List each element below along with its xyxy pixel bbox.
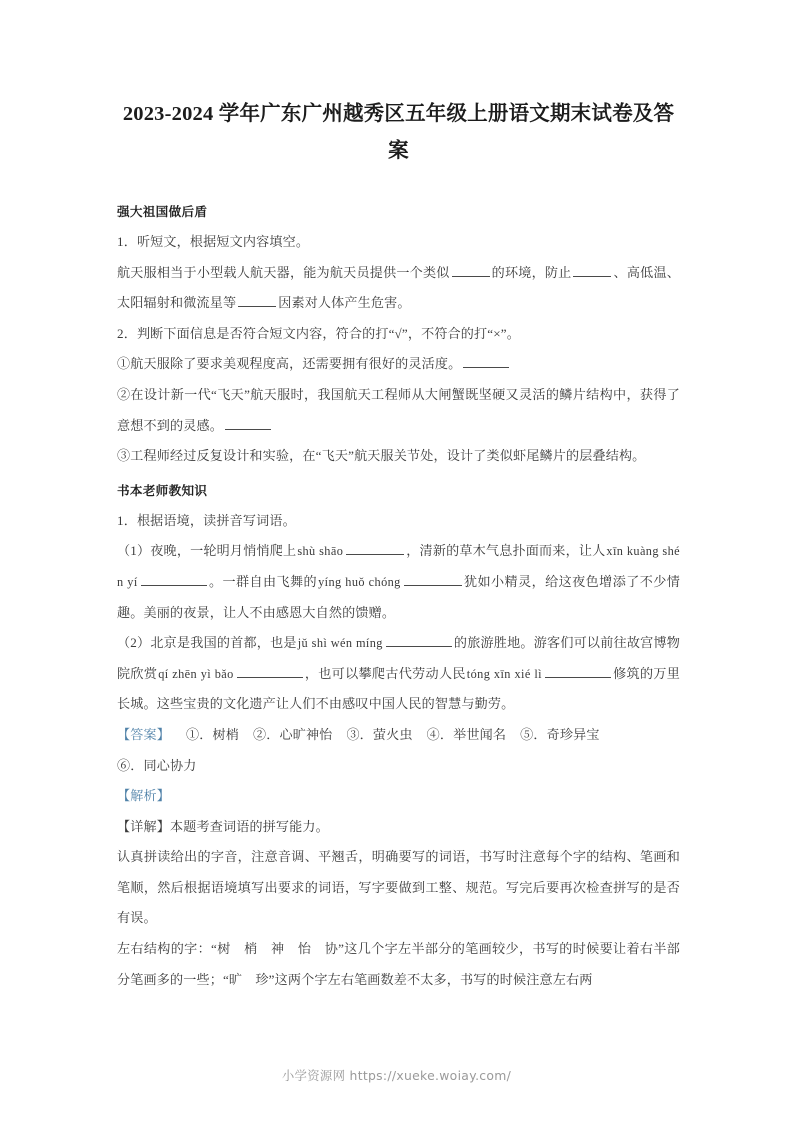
fill-blank-2[interactable] xyxy=(573,263,611,276)
question-1-1-passage xyxy=(117,258,680,319)
sub2-seg2: 的旅游胜地。游客们可以前往故宫博物院欣赏 xyxy=(117,635,681,681)
fill-blank-1[interactable] xyxy=(452,263,490,276)
footer-watermark: 小学资源网 https://xueke.woiay.com/ xyxy=(281,1068,512,1083)
analysis-label: 【解析】 xyxy=(117,788,170,804)
detail-row xyxy=(117,812,680,843)
sub1-seg3: 。一群自由飞舞的 xyxy=(208,573,318,589)
passage-seg-a: 航天服相当于小型载人航天器，能为航天员提供一个类似 xyxy=(117,264,450,280)
item-1-text: ①航天服除了要求美观程度高，还需要拥有很好的灵活度。 xyxy=(117,356,462,372)
pinyin-shu-shao: shù shāo xyxy=(297,544,344,559)
pinyin-xin-kuang-shen-yi: xīn kuàng shén yí xyxy=(117,544,680,589)
question-1-2-item-1 xyxy=(117,349,680,380)
section-heading-1: 强大祖国做后盾 xyxy=(117,205,208,219)
section-heading-2: 书本老师教知识 xyxy=(117,483,208,498)
detail-label: 【详解】 xyxy=(117,818,170,834)
word-blank-1[interactable] xyxy=(346,542,404,555)
judge-blank-1[interactable] xyxy=(463,355,509,368)
item-2-text: ②在设计新一代“飞天”航天服时，我国航天工程师从大闸蟹既坚硬又灵活的鳞片结构中，获得了意想不到的灵感。 xyxy=(117,386,680,433)
answer-item-1: ①．树梢 xyxy=(185,726,239,742)
word-blank-4[interactable] xyxy=(386,634,452,647)
answer-item-3: ③．萤火虫 xyxy=(346,726,413,742)
passage-seg-d: 因素对人体产生危害。 xyxy=(278,295,411,311)
answer-item-5: ⑤．奇珍异宝 xyxy=(520,726,600,742)
sub2-seg4: 修筑的万里长城。这些宝贵的文化遗产让人们不由感叹中国人民的智慧与勤劳。 xyxy=(117,665,681,712)
question-2-1-sub-2 xyxy=(117,628,680,720)
passage-seg-c: 、高低温、太阳辐射和微流星等 xyxy=(117,264,681,311)
fill-blank-3[interactable] xyxy=(238,294,276,307)
pinyin-ju-shi-wen-ming: jǔ shì wén míng xyxy=(297,636,383,651)
passage-seg-b: 的环境，防止 xyxy=(491,264,572,280)
sub1-label: （1） xyxy=(117,543,151,559)
sub1-seg1: 夜晚，一轮明月悄悄爬上 xyxy=(150,543,297,559)
analysis-paragraph-1: 认真拼读给出的字音，注意音调、平翘舌，明确要写的词语，书写时注意每个字的结构、笔画和笔顺，然后根据语境填写出要求的词语，写字要做到工整、规范。写完后要再次检查拼写的是否有误。 xyxy=(117,849,680,926)
question-1-2: 2．判断下面信息是否符合短文内容，符合的打“√”，不符合的打“×”。 xyxy=(117,325,520,341)
word-blank-5[interactable] xyxy=(237,664,303,677)
question-2-1: 1．根据语境，读拼音写词语。 xyxy=(117,512,296,528)
sub2-seg1: 北京是我国的首都，也是 xyxy=(150,635,297,651)
question-1-2-item-3: ③工程师经过反复设计和实验，在“飞天”航天服关节处，设计了类似虾尾鳞片的层叠结构。 xyxy=(117,448,646,464)
question-1-2-item-2 xyxy=(117,380,680,441)
answer-item-6: ⑥．同心协力 xyxy=(117,757,197,773)
analysis-paragraph-2: 左右结构的字：“树 梢 神 怡 协”这几个字左半部分的笔画较少，书写的时候要让着右半部分笔画多的一些；“旷 珍”这两个字左右笔画数差不太多，书写的时候注意左右两 xyxy=(117,941,680,987)
answer-label: 【答案】 xyxy=(117,726,170,742)
sub1-seg2: ，清新的草木气息扑面而来，让人 xyxy=(406,543,606,559)
title-spacer xyxy=(117,170,680,197)
sub2-label: （2） xyxy=(117,635,151,651)
answer-row xyxy=(117,720,680,781)
page-title: 2023-2024 学年广东广州越秀区五年级上册语文期末试卷及答案 xyxy=(122,103,675,162)
document-content xyxy=(117,96,680,995)
word-blank-2[interactable] xyxy=(141,573,207,586)
detail-lead: 本题考查词语的拼写能力。 xyxy=(169,818,329,834)
word-blank-6[interactable] xyxy=(545,664,611,677)
question-1-1: 1．听短文，根据短文内容填空。 xyxy=(117,234,310,249)
sub2-seg3: ，也可以攀爬古代劳动人民 xyxy=(304,665,466,681)
answer-item-2: ②．心旷神怡 xyxy=(252,726,333,742)
judge-blank-2[interactable] xyxy=(225,416,271,429)
pinyin-qi-zhen-yi-bao: qí zhēn yì bǎo xyxy=(158,666,234,681)
sub1-seg4: 犹如小精灵，给这夜色增添了不少情趣。美丽的夜景，让人不由感恩大自然的馈赠。 xyxy=(117,573,680,620)
answer-item-4: ④．举世闻名 xyxy=(426,726,507,742)
word-blank-3[interactable] xyxy=(404,573,462,586)
question-2-1-sub-1 xyxy=(117,536,680,628)
pinyin-tong-xin-xie-li: tóng xīn xié lì xyxy=(466,666,542,681)
analysis-label-row xyxy=(117,781,680,812)
pinyin-ying-huo-chong: yíng huǒ chóng xyxy=(318,574,401,589)
